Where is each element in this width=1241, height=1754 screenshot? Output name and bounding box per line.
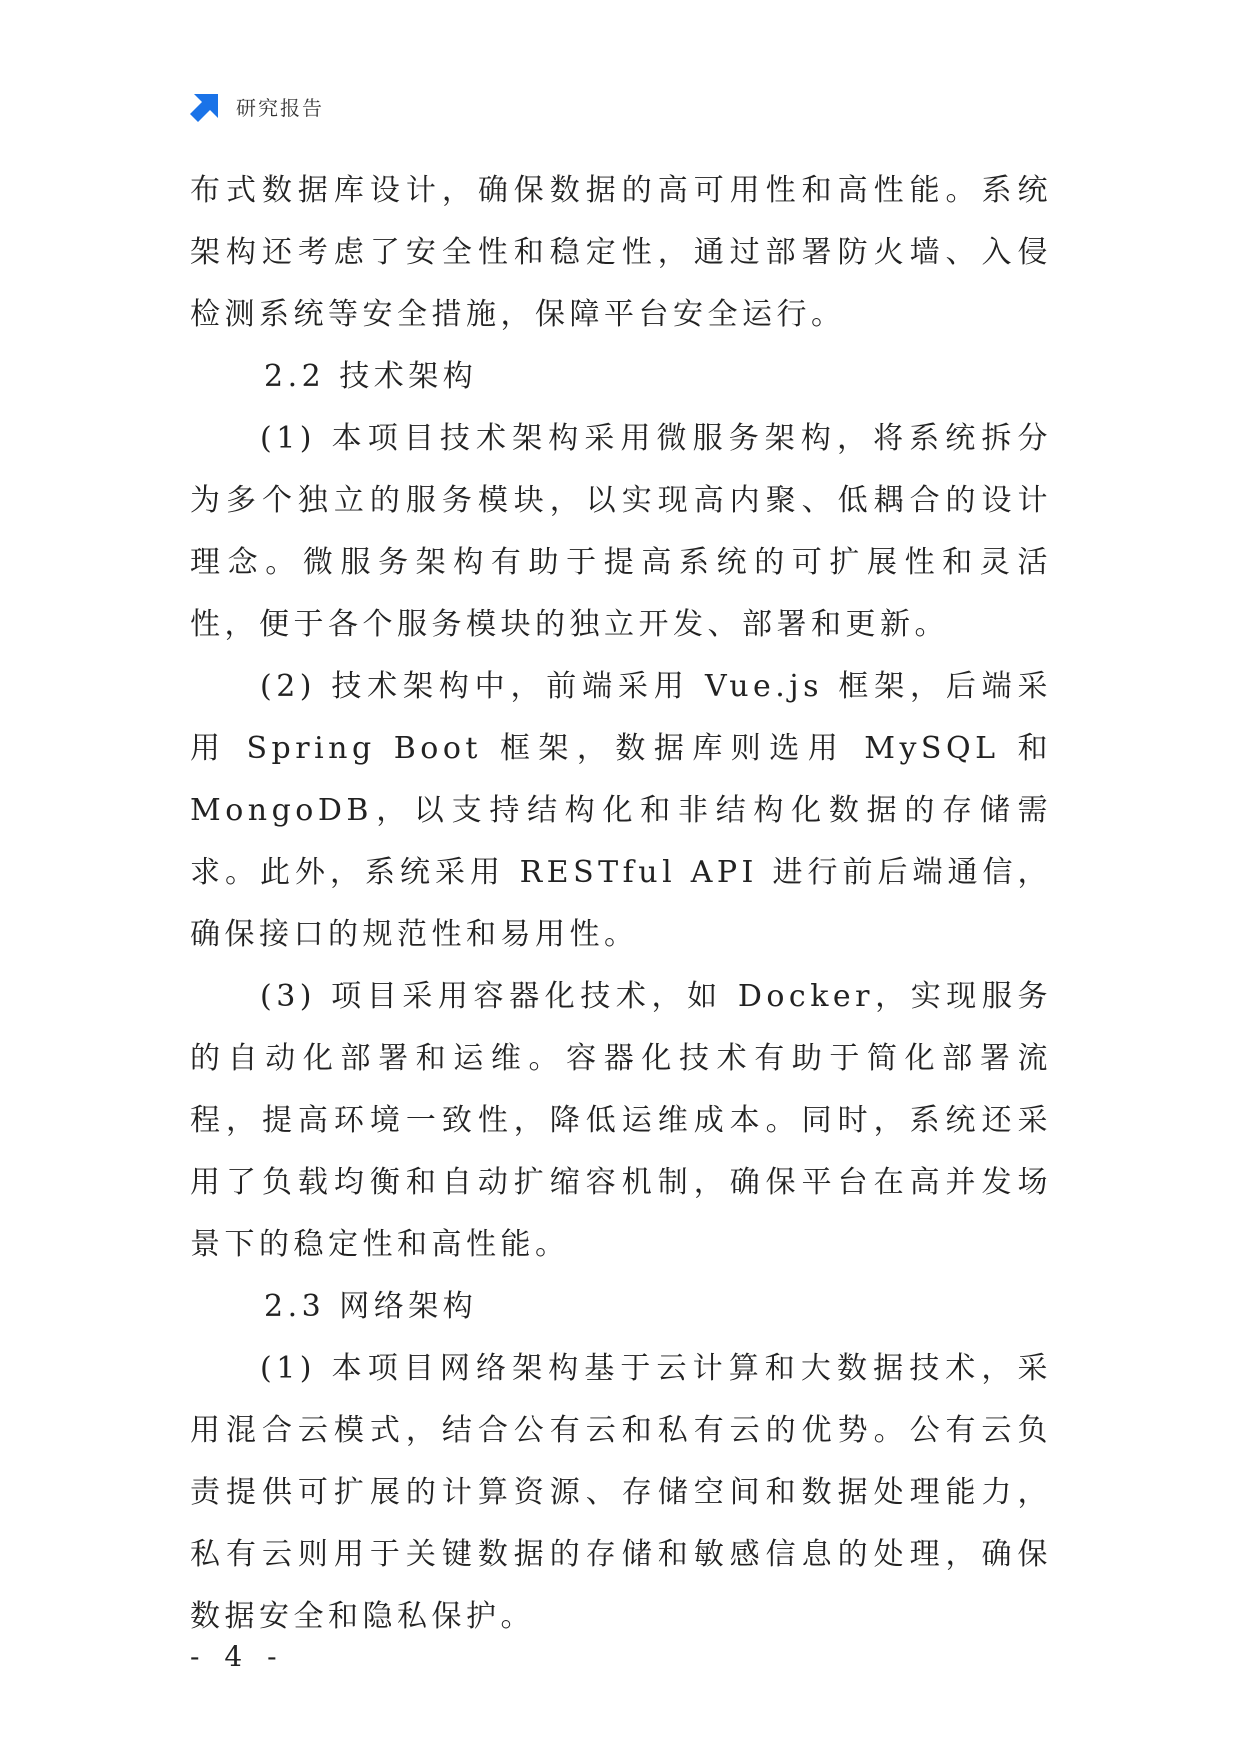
paragraph-network-1: (1) 本项目网络架构基于云计算和大数据技术，采用混合云模式，结合公有云和私有云的优势。公有云负责提供可扩展的计算资源、存储空间和数据处理能力，私有云则用于关键数据的存储和敏感信息的处理，确保数据安全和隐私保护。 — [190, 1351, 1052, 1634]
arrow-up-right-icon — [188, 88, 224, 124]
report-header — [188, 88, 324, 124]
paragraph-tech-1: (1) 本项目技术架构采用微服务架构，将系统拆分为多个独立的服务模块，以实现高内聚、低耦合的设计理念。微服务架构有助于提高系统的可扩展性和灵活性，便于各个服务模块的独立开发、部署和更新。 — [190, 421, 1052, 642]
section-heading-2-2: 2.2 技术架构 — [264, 359, 478, 394]
paragraph-continued: 布式数据库设计，确保数据的高可用性和高性能。系统架构还考虑了安全性和稳定性，通过部署防火墙、入侵检测系统等安全措施，保障平台安全运行。 — [190, 173, 1052, 332]
header-title: 研究报告 — [236, 95, 324, 120]
paragraph-tech-2: (2) 技术架构中，前端采用 Vue.js 框架，后端采用 Spring Boot 框架，数据库则选用 MySQL 和 MongoDB，以支持结构化和非结构化数据的存储需求。此外，系统采用 RESTful API 进行前后端通信，确保接口的规范性和易用性。 — [190, 669, 1052, 952]
section-heading-2-3: 2.3 网络架构 — [264, 1289, 478, 1324]
paragraph-tech-3: (3) 项目采用容器化技术，如 Docker，实现服务的自动化部署和运维。容器化技术有助于简化部署流程，提高环境一致性，降低运维成本。同时，系统还采用了负载均衡和自动扩缩容机制，确保平台在高并发场景下的稳定性和高性能。 — [190, 979, 1052, 1262]
document-body — [190, 160, 1052, 1648]
page-number: - 4 - — [190, 1640, 285, 1673]
